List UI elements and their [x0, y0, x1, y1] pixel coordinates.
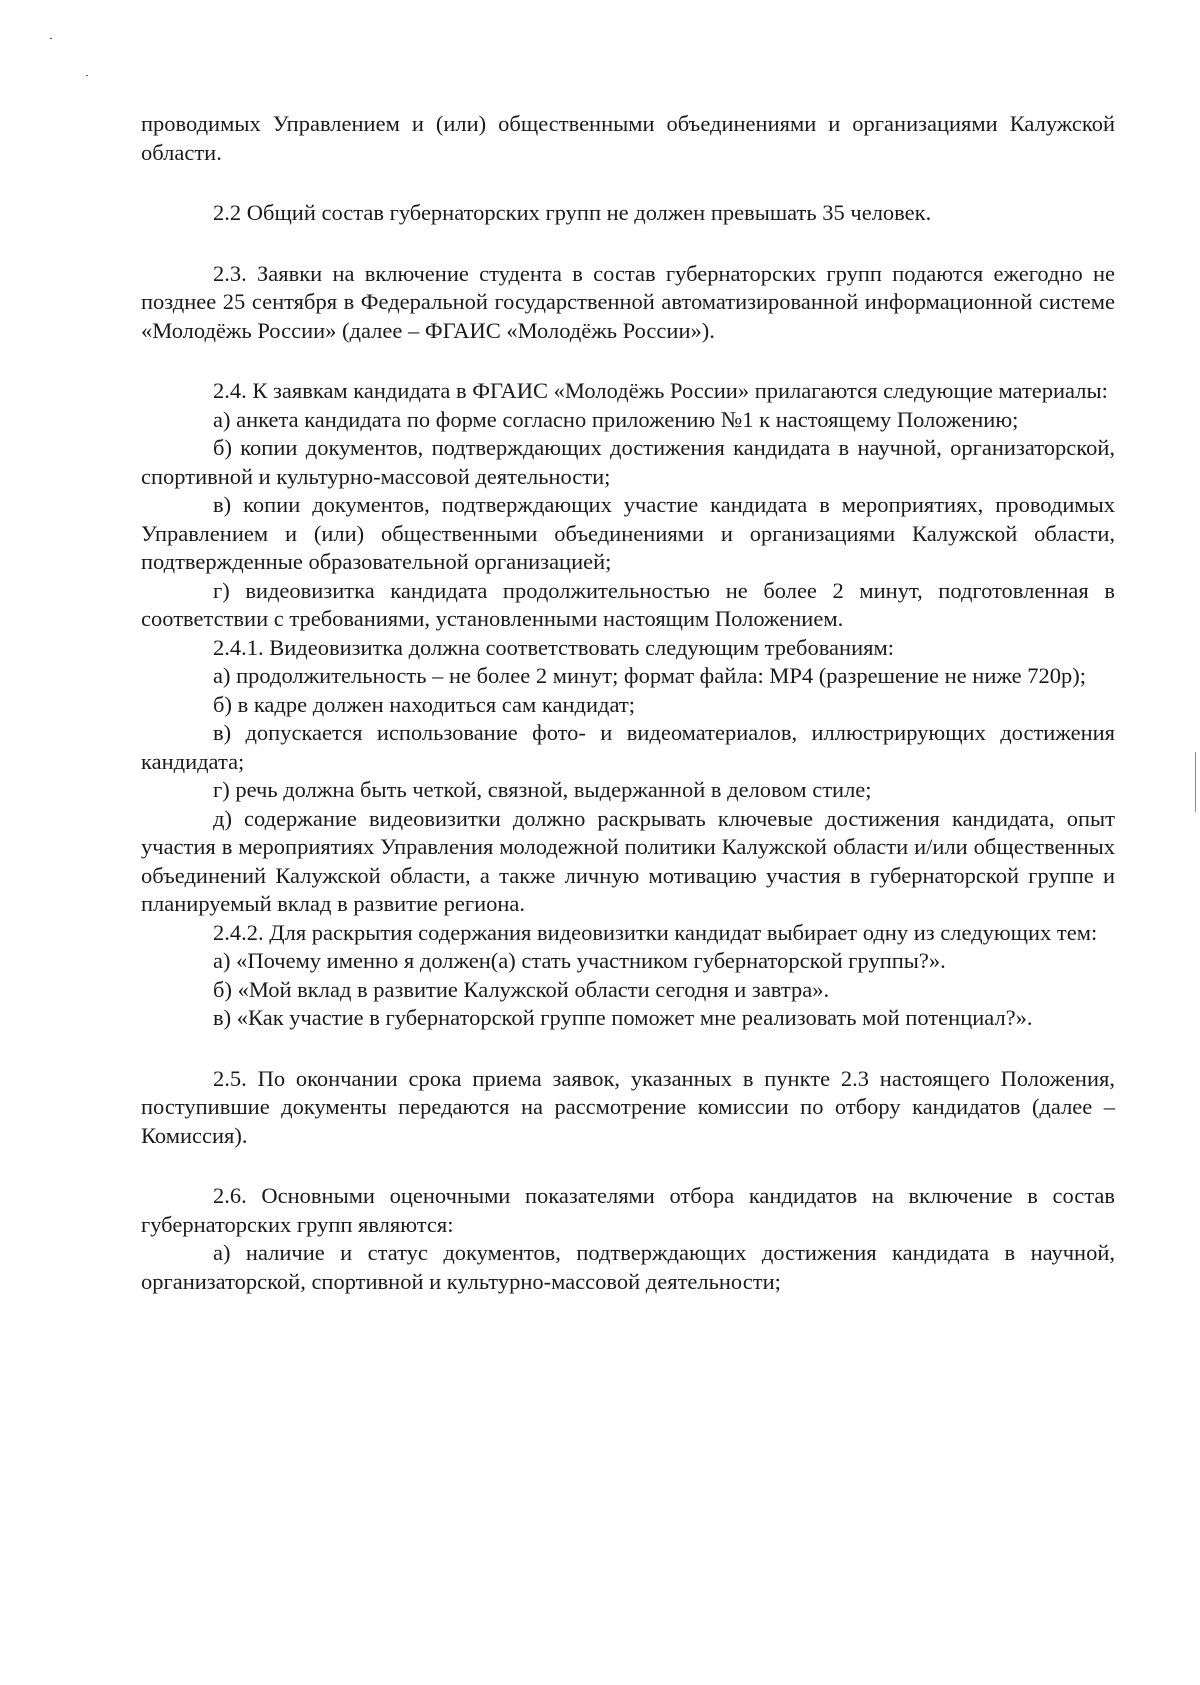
paragraph-2-4-2-v: в) «Как участие в губернаторской группе поможет мне реализовать мой потенциал?».	[213, 1005, 1033, 1030]
paragraph-2-4-g: г) видеовизитка кандидата продолжительностью не более 2 минут, подготовленная в соответствии с требованиями, установленными настоящим Положением.	[141, 577, 1115, 631]
paragraph-2-4-b: б) копии документов, подтверждающих достижения кандидата в научной, организаторской, спортивной и культурно-массовой деятельности;	[141, 435, 1115, 489]
paragraph-2-4-1-b: б) в кадре должен находиться сам кандидат;	[213, 691, 635, 717]
paragraph-2-3: 2.3. Заявки на включение студента в состав губернаторских групп подаются ежегодно не позднее 25 сентября в Федеральной государственной автоматизированной информационной системе «Молодёжь России» (далее – ФГАИС «Молодёжь России»).	[141, 260, 1115, 343]
paragraph-2-6-a: а) наличие и статус документов, подтверждающих достижения кандидата в научной, организаторской, спортивной и культурно-массовой деятельности;	[141, 1240, 1115, 1294]
paragraph-2-6: 2.6. Основными оценочными показателями отбора кандидатов на включение в состав губернаторских групп являются:	[141, 1183, 1115, 1237]
paragraph-2-4-2-b: б) «Мой вклад в развитие Калужской области сегодня и завтра».	[213, 976, 830, 1002]
paragraph-2-4-1-g: г) речь должна быть четкой, связной, выдержанной в деловом стиле;	[213, 777, 872, 802]
paragraph-continuation: проводимых Управлением и (или) общественными объединениями и организациями Калужской области.	[141, 111, 1115, 165]
scan-speck	[86, 75, 88, 76]
paragraph-2-4-v: в) копии документов, подтверждающих участие кандидата в мероприятиях, проводимых Управлением и (или) общественными объединениями и организациями Калужской области, подтвержденные образовательной организацией;	[141, 492, 1115, 574]
paragraph-2-2: 2.2 Общий состав губернаторских групп не должен превышать 35 человек.	[213, 200, 932, 225]
paragraph-2-4-a: а) анкета кандидата по форме согласно приложению №1 к настоящему Положению;	[213, 406, 1019, 432]
paragraph-2-4-1-d: д) содержание видеовизитки должно раскрывать ключевые достижения кандидата, опыт участия в мероприятиях Управления молодежной политики Калужской области и/или общественных объединений Калужской области, а также личную мотивацию участия в губернаторской группе и планируемый вклад в развитие региона.	[141, 805, 1115, 916]
paragraph-2-4-2-a: а) «Почему именно я должен(а) стать участником губернаторской группы?».	[213, 948, 946, 973]
paragraph-2-4-1-v: в) допускается использование фото- и видеоматериалов, иллюстрирующих достижения кандидата;	[141, 720, 1115, 774]
paragraph-2-4-1: 2.4.1. Видеовизитка должна соответствовать следующим требованиям:	[213, 634, 894, 660]
paragraph-2-5: 2.5. По окончании срока приема заявок, указанных в пункте 2.3 настоящего Положения, поступившие документы передаются на рассмотрение комиссии по отбору кандидатов (далее – Комиссия).	[141, 1065, 1115, 1148]
scan-speck	[50, 38, 52, 39]
paragraph-2-4-1-a: а) продолжительность – не более 2 минут; формат файла: MP4 (разрешение не ниже 720р);	[213, 663, 1086, 688]
paragraph-2-4-2: 2.4.2. Для раскрытия содержания видеовизитки кандидат выбирает одну из следующих тем:	[213, 919, 1098, 945]
paragraph-2-4: 2.4. К заявкам кандидата в ФГАИС «Молодёжь России» прилагаются следующие материалы:	[213, 378, 1108, 403]
document-body	[141, 110, 1115, 1296]
scan-edge-mark	[1195, 752, 1196, 812]
